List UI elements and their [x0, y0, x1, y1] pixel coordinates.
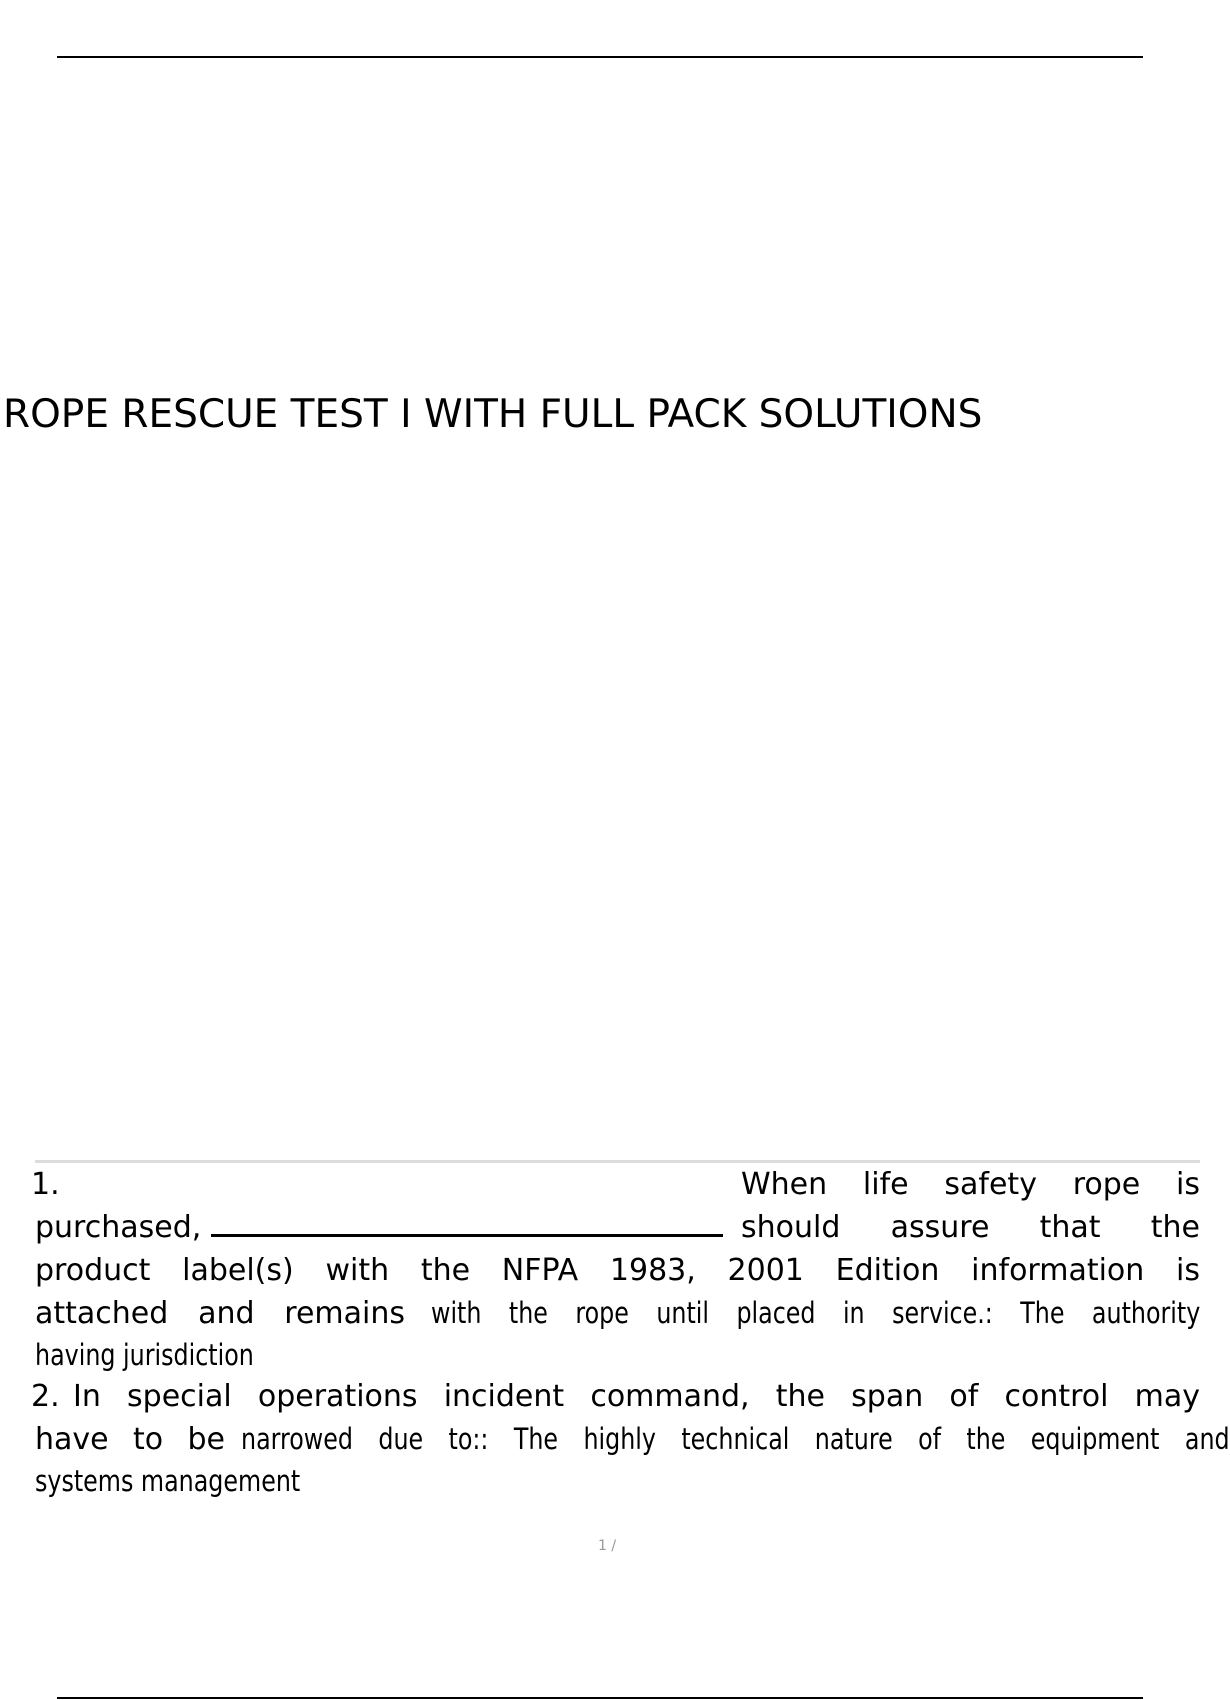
- q1-line-2: [35, 1206, 1200, 1249]
- q1-line-1: [31, 1163, 1200, 1206]
- q2-line-2: [35, 1418, 1230, 1461]
- q1-line-5-text: having jurisdiction: [35, 1338, 254, 1372]
- q1-line-3-text: product label(s) with the NFPA 1983, 2001 Edition information is: [35, 1253, 1200, 1288]
- q2-line-1: [31, 1375, 1200, 1418]
- q1-line-3: [35, 1249, 1200, 1292]
- q1-line-4: [35, 1292, 1200, 1335]
- question-number: 2.: [31, 1379, 60, 1414]
- q1-line-5: [35, 1335, 1200, 1375]
- q1-line-2-start: purchased,: [35, 1210, 202, 1245]
- q2-line-1-text: In special operations incident command, the span of control may: [73, 1379, 1200, 1414]
- q2-line-2-narrow: narrowed due to:: The highly technical nature of the equipment and: [241, 1422, 1230, 1456]
- question-2: [31, 1375, 1230, 1501]
- q1-line-4-narrow: with the rope until placed in service.: The authority: [431, 1296, 1201, 1330]
- q1-line-4-wide: attached and remains: [35, 1296, 405, 1331]
- question-1: [31, 1163, 1201, 1375]
- q1-line-2-end: should assure that the: [741, 1210, 1200, 1245]
- question-number: 1.: [31, 1167, 60, 1202]
- q1-line-1-text: When life safety rope is: [741, 1167, 1200, 1202]
- questions-section: [31, 1160, 1230, 1501]
- q2-line-3: [35, 1461, 1200, 1501]
- q2-line-2-narrow-wrap: [225, 1418, 1229, 1461]
- q2-line-3-text: systems management: [35, 1464, 301, 1498]
- page-number: 1 /: [598, 1538, 617, 1554]
- document-title: ROPE RESCUE TEST I WITH FULL PACK SOLUTIONS: [3, 392, 983, 437]
- bottom-rule: [57, 1697, 1143, 1699]
- q2-line-2-wide: have to be: [35, 1422, 225, 1457]
- q1-line-4-narrow-wrap: [405, 1292, 1200, 1335]
- top-rule: [57, 56, 1143, 58]
- answer-blank: [211, 1206, 723, 1237]
